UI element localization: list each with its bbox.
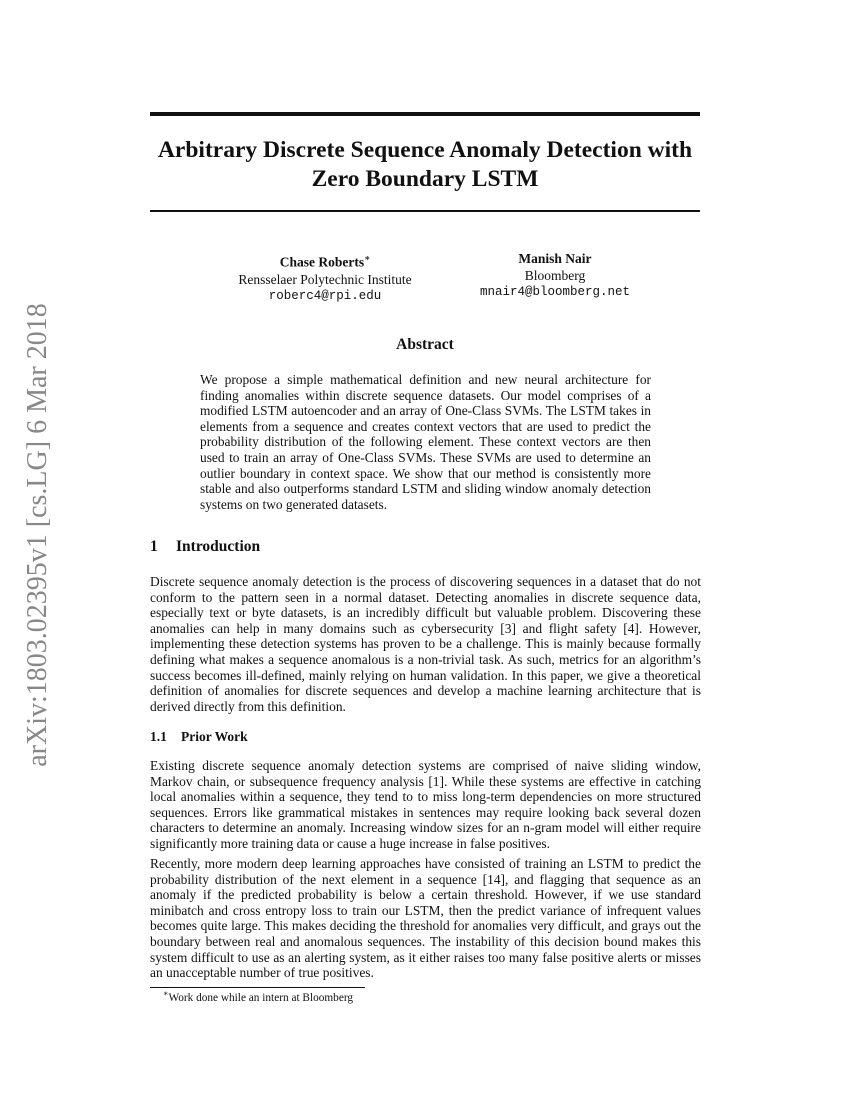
author-footnote-marker: ∗ — [364, 253, 371, 263]
author-affiliation: Bloomberg — [524, 268, 586, 283]
title-line-2: Zero Boundary LSTM — [311, 166, 539, 192]
author-email: mnair4@bloomberg.net — [479, 285, 631, 299]
section-number: 1 — [150, 538, 158, 555]
author-name: Manish Nair — [518, 251, 592, 266]
abstract-text: We propose a simple mathematical definition and new neural architecture for finding anomalies within discrete sequence datasets. Our model comprises of a modified LSTM autoencoder and an array of One-Class SVMs. The LSTM takes in elements from a sequence and creates context vectors that are used to predict the probability distribution of the following element. These context vectors are then used to train an array of One-Class SVMs. These SVMs are used to determine an outlier boundary in context space. We show that our method is consistently more stable and also outperforms standard LSTM and sliding window anomaly detection systems on two generated datasets. — [200, 372, 651, 512]
abstract-heading: Abstract — [396, 336, 454, 353]
arxiv-identifier-stamp: arXiv:1803.02395v1 [cs.LG] 6 Mar 2018 — [22, 303, 53, 767]
footnote-text: Work done while an intern at Bloomberg — [168, 991, 354, 1004]
footnote-marker: ∗ — [163, 989, 169, 998]
author-affiliation: Rensselaer Polytechnic Institute — [238, 271, 412, 287]
subsection-title: Prior Work — [181, 729, 248, 744]
subsection-number: 1.1 — [150, 729, 167, 744]
author-block-1 — [200, 250, 450, 305]
title-bottom-rule — [150, 210, 700, 212]
section-heading-introduction — [150, 538, 260, 556]
author-block-2 — [435, 250, 675, 301]
title-line-1: Arbitrary Discrete Sequence Anomaly Detection with — [157, 137, 693, 163]
footnote-rule — [150, 987, 365, 988]
prior-work-paragraph-2: Recently, more modern deep learning approaches have consisted of training an LSTM to predict the probability distribution of the next element in a sequence [14], and flagging that sequence as an anomaly if the predicted probability is below a certain threshold. However, if we use standard minibatch and cross entropy loss to train our LSTM, then the predict variance of infrequent values becomes quite large. This makes deciding the threshold for anomalies very difficult, and grays out the boundary between real and anomalous sequences. The instability of this decision bound makes this system difficult to use as an alerting system, as it either raises too many false positive alerts or misses an unacceptable number of true positives. — [150, 856, 701, 981]
paper-title — [140, 136, 710, 194]
author-email: roberc4@rpi.edu — [268, 288, 382, 303]
author-name: Chase Roberts∗ — [279, 253, 371, 270]
prior-work-paragraph-1: Existing discrete sequence anomaly detection systems are comprised of naive sliding window, Markov chain, or subsequence frequency analysis [1]. While these systems are effective in catching local anomalies within a sequence, they tend to to miss long-term dependencies on more structured sequences. Errors like grammatical mistakes in sentences may require looking back several dozen characters to determine an anomaly. Increasing window sizes for an n-gram model will either require significantly more training data or cause a huge increase in false positives. — [150, 758, 701, 851]
introduction-paragraph: Discrete sequence anomaly detection is the process of discovering sequences in a dataset that do not conform to the pattern seen in a normal dataset. Detecting anomalies in discrete sequence data, especially text or byte datasets, is an incredibly difficult but valuable problem. Discovering these anomalies can help in many domains such as cybersecurity [3] and flight safety [4]. However, implementing these detection systems has proven to be a challenge. This is mainly because formally defining what makes a sequence anomalous is a non-trivial task. As such, metrics for an algorithm’s success becomes ill-defined, mainly relying on human validation. In this paper, we give a theoretical definition of anomalies for discrete sequences and develop a machine learning architecture that is derived directly from this definition. — [150, 574, 701, 714]
footnote — [163, 989, 353, 1004]
subsection-heading-prior-work — [150, 729, 248, 745]
title-top-rule — [150, 112, 700, 116]
section-title: Introduction — [176, 538, 261, 555]
